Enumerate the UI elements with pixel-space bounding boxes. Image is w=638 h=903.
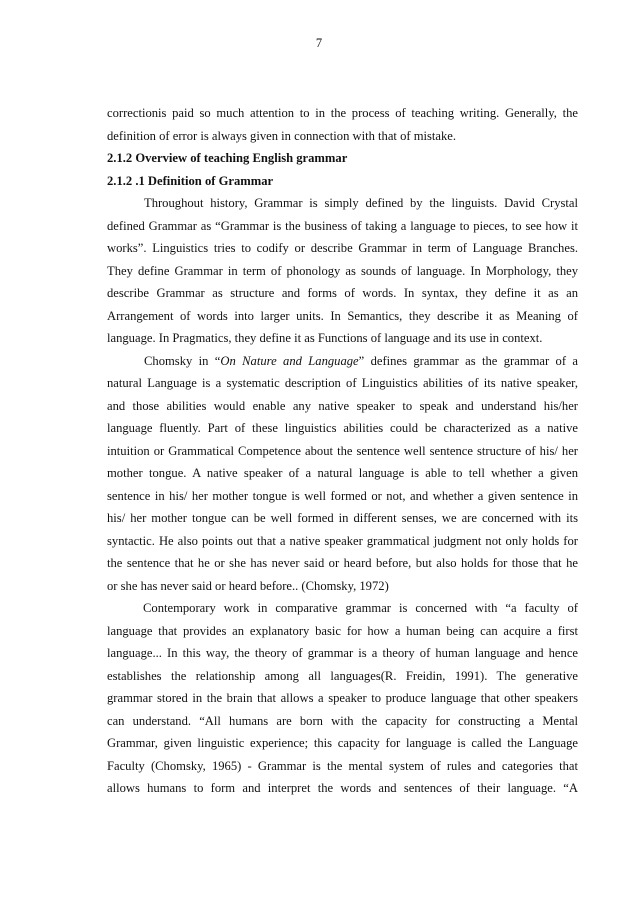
text-line: Grammar, given linguistic experience; this capacity for language is called the Language <box>107 736 578 750</box>
text-line: natural Language is a systematic description of Linguistics abilities of its native speaker, <box>107 376 578 390</box>
subsection-heading: 2.1.2 .1 Definition of Grammar <box>107 173 274 188</box>
text-line: Faculty (Chomsky, 1965) - Grammar is the mental system of rules and categories that <box>107 758 578 773</box>
text-line: can understand. “All humans are born with the capacity for constructing a Mental <box>107 713 578 728</box>
text-line: and those abilities would enable any native speaker to speak and understand his/her <box>107 398 578 413</box>
text-line: his/ her mother tongue can be well formed in different senses, we are concerned with its <box>107 511 578 525</box>
text-line: grammar stored in the brain that allows a speaker to produce language that other speakers <box>107 691 578 705</box>
paragraph-chomsky <box>107 350 578 598</box>
text-line: language. In Pragmatics, they define it as Functions of language and its use in context. <box>107 331 543 345</box>
text-line: intuition or Grammatical Competence about the sentence well sentence structure of his/ her <box>107 443 578 458</box>
text-line: establishes the relationship among all languages(R. Freidin, 1991). The generative <box>107 668 578 683</box>
text-line: mother tongue. A native speaker of a natural language is able to tell whether a given <box>107 466 578 480</box>
text-line: describe Grammar as structure and forms of words. In syntax, they define it as an <box>107 286 578 300</box>
text-line: or she has never said or heard before.. (Chomsky, 1972) <box>107 578 389 593</box>
text-line: Contemporary work in comparative grammar is concerned with “a faculty of <box>143 601 578 615</box>
text-line: sentence in his/ her mother tongue is well formed or not, and whether a given sentence in <box>107 488 578 503</box>
text-line: correctionis paid so much attention to in the process of teaching writing. Generally, the <box>107 106 578 120</box>
text-line: They define Grammar in term of phonology as sounds of language. In Morphology, they <box>107 263 578 278</box>
paragraph-contemporary <box>107 597 578 800</box>
text-line: syntactic. He also points out that a native speaker grammatical judgment not only holds for <box>107 533 578 548</box>
text-line: the sentence that he or she has never said or heard before, but also holds for those that he <box>107 556 578 570</box>
text-line <box>107 350 578 373</box>
section-heading: 2.1.2 Overview of teaching English grammar <box>107 151 348 165</box>
text-line: allows humans to form and interpret the words and sentences of their language. “A <box>107 781 578 795</box>
document-body <box>107 102 578 800</box>
page-number: 7 <box>315 36 323 50</box>
text-line: language... In this way, the theory of grammar is a theory of human language and hence <box>107 646 578 660</box>
text-line: defined Grammar as “Grammar is the business of taking a language to pieces, to see how it <box>107 218 578 233</box>
text-line: Arrangement of words into larger units. In Semantics, they describe it as Meaning of <box>107 308 578 323</box>
text-fragment: Chomsky in “ <box>144 353 221 368</box>
text-line: language that provides an explanatory basic for how a human being can acquire a first <box>107 623 578 638</box>
book-title: On Nature and Language <box>220 353 359 368</box>
text-fragment: ” defines grammar as the grammar of a <box>358 353 578 368</box>
paragraph-definition <box>107 192 578 350</box>
text-line: language fluently. Part of these linguistics abilities could be characterized as a native <box>107 421 578 435</box>
text-line: works”. Linguistics tries to codify or describe Grammar in term of Language Branches. <box>107 241 578 255</box>
text-line: Throughout history, Grammar is simply defined by the linguists. David Crystal <box>144 196 578 210</box>
text-line: definition of error is always given in connection with that of mistake. <box>107 128 457 143</box>
paragraph-intro <box>107 102 578 147</box>
